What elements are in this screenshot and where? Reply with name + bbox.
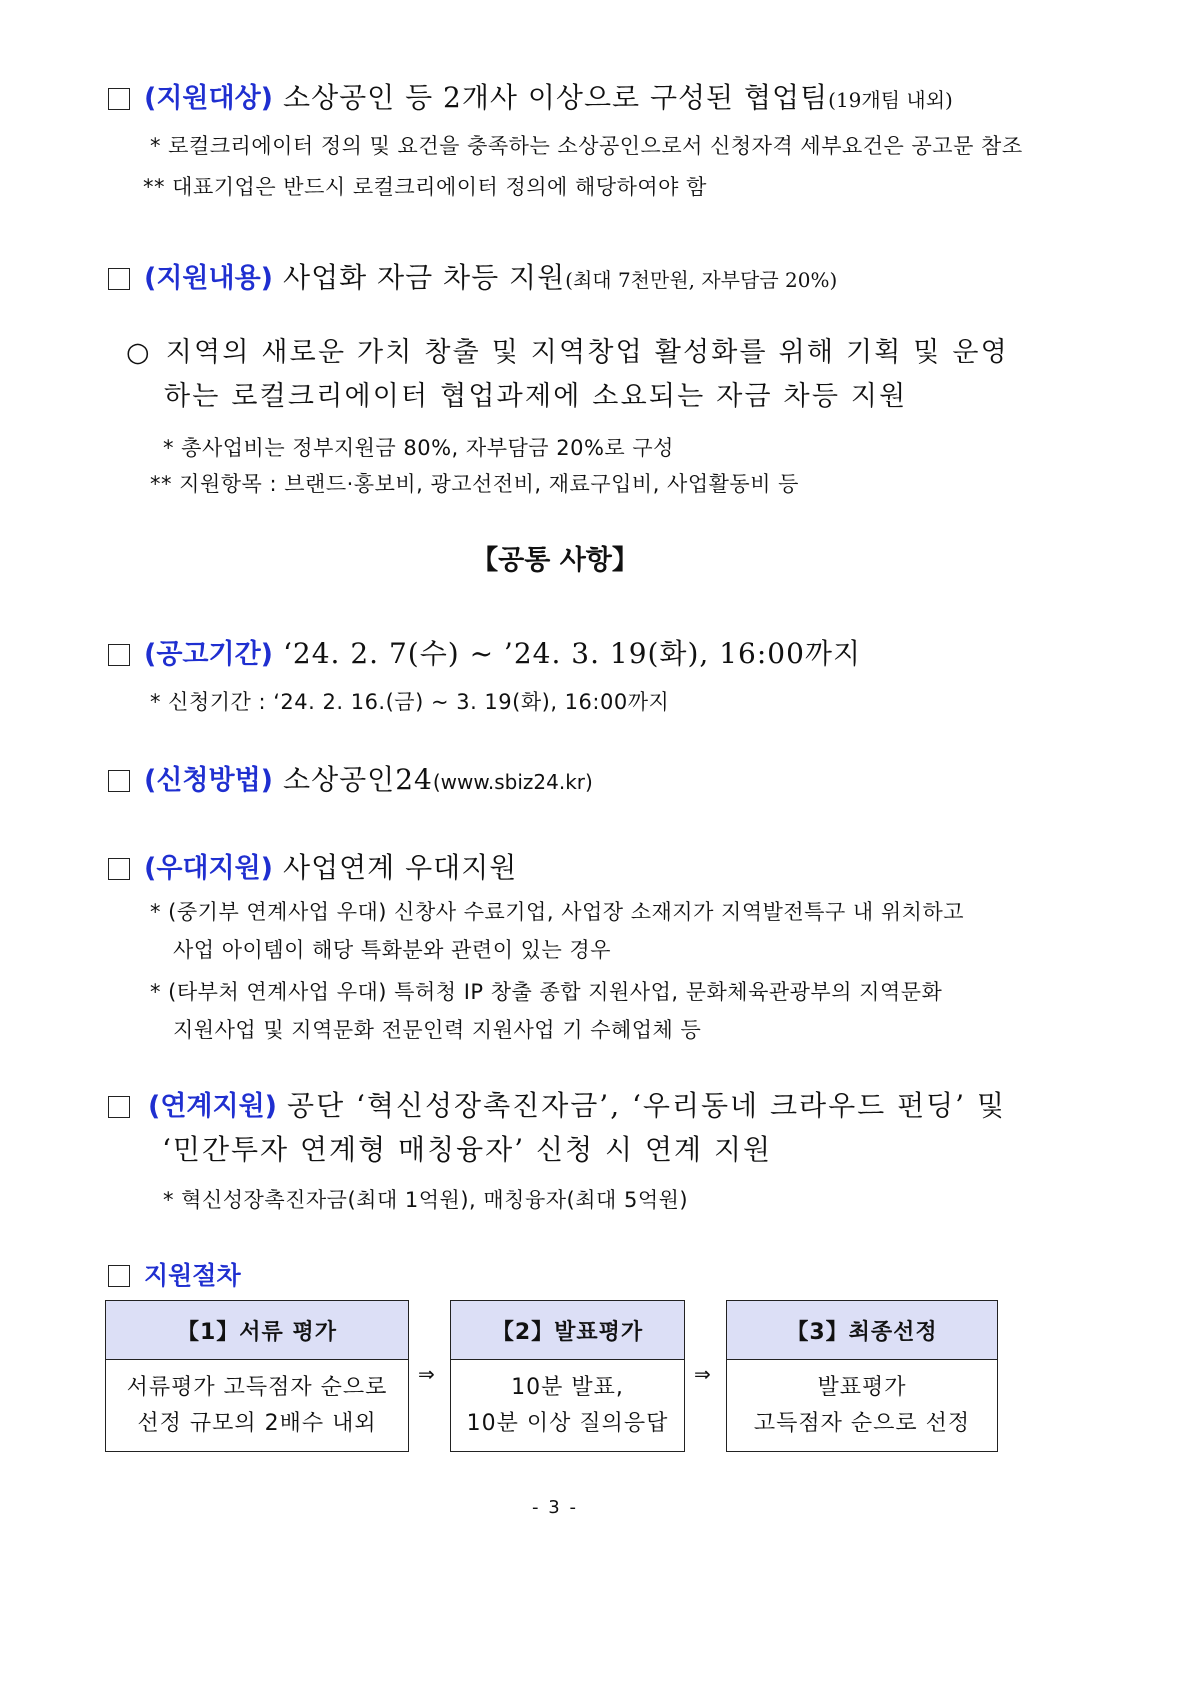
section-target-heading — [108, 76, 953, 116]
section-label: (우대지원) — [144, 853, 274, 884]
common-section-title: 【공통 사항】 — [471, 545, 639, 576]
checkbox-square-icon — [108, 770, 130, 792]
section-label: (지원내용) — [144, 263, 274, 294]
procedure-step-3 — [726, 1300, 998, 1452]
step-body — [106, 1360, 408, 1451]
step-body-line1: 발표평가 — [817, 1374, 907, 1400]
section-method-heading — [108, 758, 593, 798]
step-title: 【3】최종선정 — [727, 1301, 997, 1360]
section-label: (연계지원) — [148, 1091, 278, 1122]
bullet-line — [126, 330, 1009, 369]
note: * 신청기간 : ‘24. 2. 16.(금) ~ 3. 19(화), 16:00까지 — [150, 690, 670, 714]
section-text-small: (19개팀 내외) — [828, 88, 953, 112]
checkbox-square-icon — [108, 88, 130, 110]
section-text: 사업화 자금 차등 지원 — [283, 261, 566, 294]
step-body — [727, 1360, 997, 1451]
section-text-line2: ‘민간투자 연계형 매칭융자’ 신청 시 연계 지원 — [162, 1133, 773, 1166]
step-body-line1: 10분 발표, — [511, 1374, 624, 1400]
page-number: - 3 - — [532, 1497, 578, 1518]
bullet-circle-icon: ○ — [126, 337, 152, 368]
step-title: 【1】서류 평가 — [106, 1301, 408, 1360]
section-label: 지원절차 — [144, 1261, 241, 1290]
note: 사업 아이템이 해당 특화분와 관련이 있는 경우 — [173, 938, 611, 962]
section-text-small: (최대 7천만원, 자부담금 20%) — [565, 268, 838, 292]
checkbox-square-icon — [108, 268, 130, 290]
arrow-right-icon: ⇒ — [694, 1362, 711, 1386]
note: 지원사업 및 지역문화 전문인력 지원사업 기 수혜업체 등 — [173, 1018, 702, 1042]
checkbox-square-icon — [108, 858, 130, 880]
note: * 로컬크리에이터 정의 및 요건을 충족하는 소상공인으로서 신청자격 세부요건은 공고문 참조 — [150, 134, 1023, 158]
checkbox-square-icon — [108, 644, 130, 666]
note: * (중기부 연계사업 우대) 신창사 수료기업, 사업장 소재지가 지역발전특구 내 위치하고 — [150, 900, 965, 924]
section-text: 소상공인 등 2개사 이상으로 구성된 협업팀 — [283, 81, 829, 114]
step-body-line2: 고득점자 순으로 선정 — [753, 1410, 971, 1436]
step-body — [451, 1360, 684, 1451]
section-text: 사업연계 우대지원 — [283, 851, 518, 884]
note: ** 대표기업은 반드시 로컬크리에이터 정의에 해당하여야 함 — [143, 175, 707, 199]
section-text-line1: 공단 ‘혁신성장촉진자금’, ‘우리동네 크라우드 펀딩’ 및 — [287, 1089, 1007, 1122]
note: * (타부처 연계사업 우대) 특허청 IP 창출 종합 지원사업, 문화체육관광부의 지역문화 — [150, 980, 943, 1004]
checkbox-square-icon — [108, 1265, 130, 1287]
note: ** 지원항목 : 브랜드·홍보비, 광고선전비, 재료구입비, 사업활동비 등 — [150, 472, 799, 496]
section-linkage-heading — [108, 1084, 1006, 1124]
section-content-heading — [108, 256, 837, 296]
step-body-line2: 10분 이상 질의응답 — [466, 1410, 669, 1436]
checkbox-square-icon — [108, 1096, 130, 1118]
procedure-step-2 — [450, 1300, 685, 1452]
section-period-heading — [108, 632, 861, 672]
note: * 총사업비는 정부지원금 80%, 자부담금 20%로 구성 — [163, 436, 674, 460]
step-body-line2: 선정 규모의 2배수 내외 — [137, 1410, 377, 1436]
section-text: 소상공인24 — [283, 763, 433, 796]
section-text: ‘24. 2. 7(수) ~ ’24. 3. 19(화), 16:00까지 — [283, 637, 861, 670]
procedure-step-1 — [105, 1300, 409, 1452]
section-preference-heading — [108, 846, 517, 886]
bullet-text-line2: 하는 로컬크리에이터 협업과제에 소요되는 자금 차등 지원 — [164, 381, 908, 412]
section-label: (공고기간) — [144, 639, 274, 670]
section-label: (지원대상) — [144, 83, 274, 114]
section-procedure-heading — [108, 1256, 251, 1292]
arrow-right-icon: ⇒ — [418, 1362, 435, 1386]
note: * 혁신성장촉진자금(최대 1억원), 매칭융자(최대 5억원) — [163, 1188, 689, 1212]
section-link-text: (www.sbiz24.kr) — [432, 770, 593, 794]
step-title: 【2】발표평가 — [451, 1301, 684, 1360]
bullet-text-line1: 지역의 새로운 가치 창출 및 지역창업 활성화를 위해 기획 및 운영 — [165, 337, 1009, 368]
step-body-line1: 서류평가 고득점자 순으로 — [126, 1374, 388, 1400]
section-label: (신청방법) — [144, 765, 274, 796]
